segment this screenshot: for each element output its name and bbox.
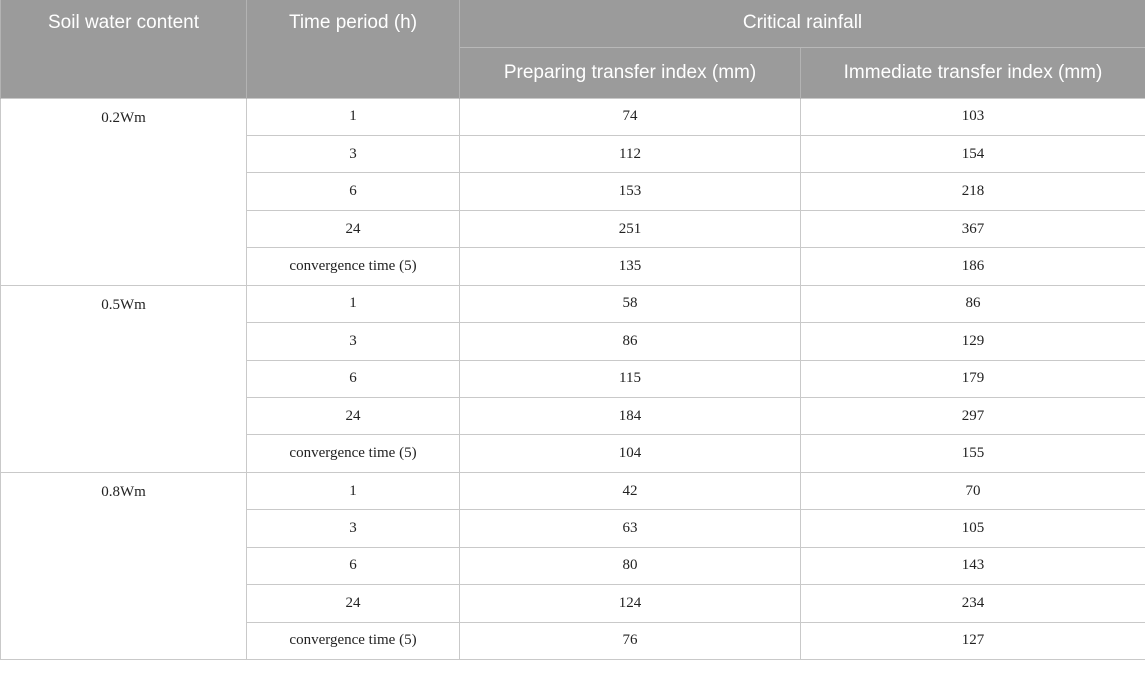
time-period-cell: 24 (247, 210, 460, 247)
preparing-index-cell: 112 (460, 135, 801, 172)
immediate-index-cell: 186 (801, 248, 1145, 285)
table-row (1, 98, 1145, 135)
preparing-index-cell: 184 (460, 398, 801, 435)
time-period-cell: 1 (247, 98, 460, 135)
preparing-index-cell: 135 (460, 248, 801, 285)
header-immediate-transfer-index: Immediate transfer index (mm) (801, 47, 1145, 98)
header-row-top (1, 0, 1145, 47)
time-period-cell: 24 (247, 398, 460, 435)
immediate-index-cell: 179 (801, 360, 1145, 397)
header-time-period: Time period (h) (247, 0, 460, 98)
preparing-index-cell: 80 (460, 547, 801, 584)
header-critical-rainfall: Critical rainfall (460, 0, 1145, 47)
immediate-index-cell: 143 (801, 547, 1145, 584)
preparing-index-cell: 153 (460, 173, 801, 210)
time-period-cell: 3 (247, 323, 460, 360)
time-period-cell: 24 (247, 585, 460, 622)
immediate-index-cell: 367 (801, 210, 1145, 247)
time-period-cell: convergence time (5) (247, 622, 460, 659)
immediate-index-cell: 86 (801, 285, 1145, 322)
immediate-index-cell: 129 (801, 323, 1145, 360)
preparing-index-cell: 124 (460, 585, 801, 622)
preparing-index-cell: 76 (460, 622, 801, 659)
time-period-cell: convergence time (5) (247, 435, 460, 472)
immediate-index-cell: 218 (801, 173, 1145, 210)
preparing-index-cell: 58 (460, 285, 801, 322)
immediate-index-cell: 234 (801, 585, 1145, 622)
time-period-cell: 6 (247, 547, 460, 584)
preparing-index-cell: 115 (460, 360, 801, 397)
time-period-cell: 6 (247, 360, 460, 397)
immediate-index-cell: 70 (801, 472, 1145, 509)
preparing-index-cell: 74 (460, 98, 801, 135)
time-period-cell: 1 (247, 472, 460, 509)
immediate-index-cell: 127 (801, 622, 1145, 659)
immediate-index-cell: 103 (801, 98, 1145, 135)
immediate-index-cell: 297 (801, 398, 1145, 435)
table-body (1, 98, 1145, 660)
header-soil-water-content: Soil water content (1, 0, 247, 98)
table-header (1, 0, 1145, 98)
soil-water-content-cell: 0.8Wm (1, 472, 247, 659)
immediate-index-cell: 154 (801, 135, 1145, 172)
time-period-cell: 3 (247, 135, 460, 172)
time-period-cell: 3 (247, 510, 460, 547)
immediate-index-cell: 105 (801, 510, 1145, 547)
preparing-index-cell: 42 (460, 472, 801, 509)
time-period-cell: convergence time (5) (247, 248, 460, 285)
preparing-index-cell: 251 (460, 210, 801, 247)
preparing-index-cell: 63 (460, 510, 801, 547)
table-row (1, 285, 1145, 322)
preparing-index-cell: 86 (460, 323, 801, 360)
header-preparing-transfer-index: Preparing transfer index (mm) (460, 47, 801, 98)
time-period-cell: 6 (247, 173, 460, 210)
time-period-cell: 1 (247, 285, 460, 322)
immediate-index-cell: 155 (801, 435, 1145, 472)
table-row (1, 472, 1145, 509)
soil-water-content-cell: 0.2Wm (1, 98, 247, 285)
soil-water-content-cell: 0.5Wm (1, 285, 247, 472)
preparing-index-cell: 104 (460, 435, 801, 472)
